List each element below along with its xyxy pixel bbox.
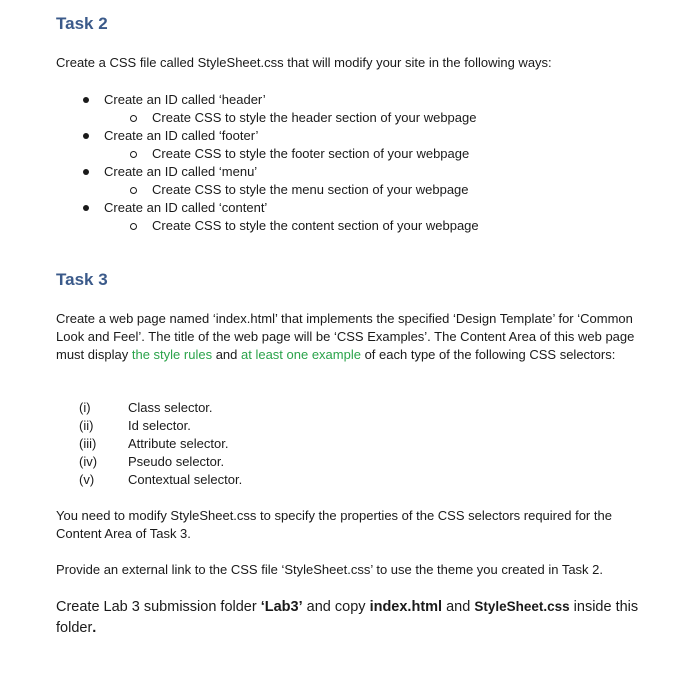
task3-paragraph-2: You need to modify StyleSheet.css to specify the properties of the CSS selectors required for the Content Area of Task 3.: [56, 508, 612, 541]
list-item-content-id: Create an ID called ‘content’: [56, 199, 656, 217]
selector-number: (iii): [79, 436, 97, 451]
selector-list: [79, 399, 242, 489]
final-text-g: inside this folder: [56, 599, 639, 636]
task3-heading: Task 3: [56, 270, 108, 289]
task3-para1-text-b: and: [212, 347, 241, 362]
task2-list: [56, 91, 656, 235]
folder-name: ‘Lab3’: [260, 599, 303, 615]
task3-paragraph-1: [56, 310, 636, 364]
list-subitem-menu-css: Create CSS to style the menu section of your webpage: [56, 181, 656, 199]
final-text-e: and: [442, 599, 475, 615]
index-file-name: index.html: [369, 599, 443, 615]
selector-item: [79, 399, 242, 417]
list-item-menu-id: Create an ID called ‘menu’: [56, 163, 656, 181]
selector-label: Class selector.: [128, 400, 213, 415]
list-item-footer-id: Create an ID called ‘footer’: [56, 127, 656, 145]
submission-instructions: [56, 596, 656, 639]
stylesheet-file-name: StyleSheet.css: [474, 599, 570, 614]
list-subitem-content-css: Create CSS to style the content section of your webpage: [56, 217, 656, 235]
selector-item: [79, 471, 242, 489]
final-text-c: and copy: [302, 599, 370, 615]
highlight-style-rules: the style rules: [131, 347, 213, 362]
task2-heading: Task 2: [56, 14, 108, 33]
final-text-a: Create Lab 3 submission folder: [56, 599, 261, 615]
selector-number: (i): [79, 400, 91, 415]
final-period: .: [92, 620, 97, 636]
selector-item: [79, 417, 242, 435]
task3-paragraph-3: Provide an external link to the CSS file ‘StyleSheet.css’ to use the theme you created in Task 2.: [56, 562, 604, 577]
highlight-example: at least one example: [241, 347, 361, 362]
selector-item: [79, 453, 242, 471]
selector-number: (ii): [79, 418, 94, 433]
selector-number: (v): [79, 472, 95, 487]
task3-para1-text-c: of each type of the following CSS selectors:: [360, 347, 616, 362]
list-item-header-id: Create an ID called ‘header’: [56, 91, 656, 109]
list-subitem-header-css: Create CSS to style the header section of your webpage: [56, 109, 656, 127]
selector-number: (iv): [79, 454, 98, 469]
selector-label: Contextual selector.: [128, 472, 243, 487]
list-subitem-footer-css: Create CSS to style the footer section of your webpage: [56, 145, 656, 163]
selector-item: [79, 435, 242, 453]
selector-label: Id selector.: [128, 418, 191, 433]
selector-label: Pseudo selector.: [128, 454, 225, 469]
task3-para1-text-a: Create a web page named ‘index.html’ that implements the specified ‘Design Template’ for ‘Common Look and Feel’. The title of the web page will be ‘CSS Examples’. The Content Area of this web page must display: [56, 311, 635, 362]
task2-intro: Create a CSS file called StyleSheet.css that will modify your site in the following ways:: [56, 55, 552, 70]
selector-label: Attribute selector.: [128, 436, 229, 451]
